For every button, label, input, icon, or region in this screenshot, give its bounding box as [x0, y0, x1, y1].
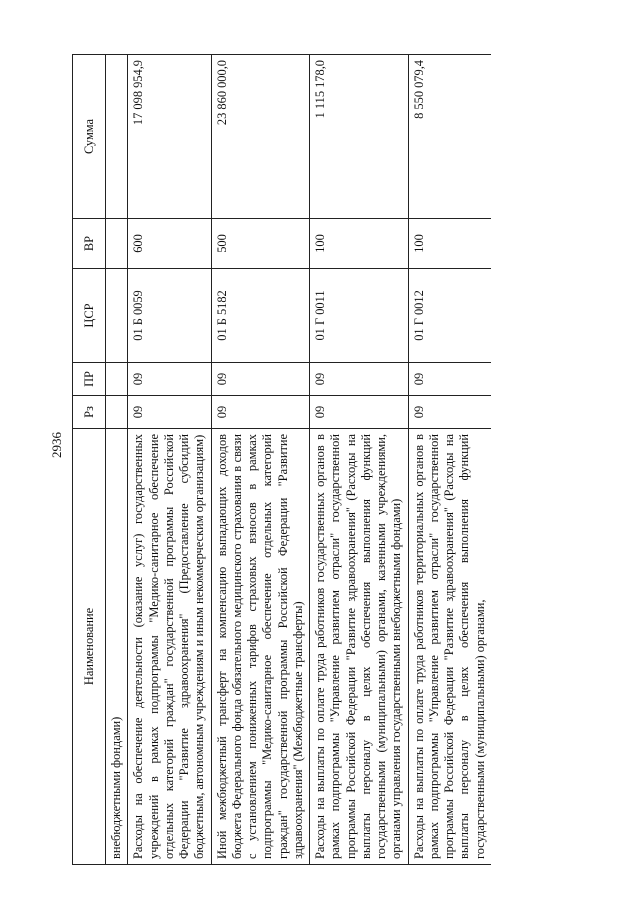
- row-vr: 500: [211, 219, 310, 269]
- row-csr: 01 Б 5182: [211, 269, 310, 363]
- row-csr: 01 Б 0059: [128, 269, 211, 363]
- header-pr: ПР: [73, 363, 106, 396]
- row-vr: 600: [128, 219, 211, 269]
- row-pr: 09: [310, 363, 409, 396]
- header-vr: ВР: [73, 219, 106, 269]
- row-name: Расходы на выплаты по оплате труда работников государственных органов в рамках подпрограммы "Управление развитием отрасли" государственной программы Российской Федерации "Развитие здравоохранения" (Расходы на выплаты персоналу в целях обеспечения выполнения функций государственными (муниципальными) органами, казенными учреждениями, органами управления государственными внебюджетными фондами): [310, 429, 409, 865]
- row-rz: [106, 396, 128, 429]
- row-pr: 09: [211, 363, 310, 396]
- row-csr: [106, 269, 128, 363]
- header-rz: Рз: [73, 396, 106, 429]
- row-name: внебюджетными фондами): [106, 429, 128, 865]
- header-name: Наименование: [73, 429, 106, 865]
- row-vr: [106, 219, 128, 269]
- budget-table: [72, 54, 491, 865]
- table-row: [211, 55, 310, 865]
- row-name: Иной межбюджетный трансферт на компенсацию выпадающих доходов бюджета Федерального фонда обязательного медицинского страхования в связи с установлением пониженных тарифов страховых взносов в рамках подпрограммы "Медико-санитарное обеспечение отдельных категорий граждан" государственной программы Российской Федерации "Развитие здравоохранения" (Межбюджетные трансферты): [211, 429, 310, 865]
- row-csr: 01 Г 0011: [310, 269, 409, 363]
- row-rz: 09: [128, 396, 211, 429]
- table-row: [310, 55, 409, 865]
- row-pr: [106, 363, 128, 396]
- table-header-row: [73, 55, 106, 865]
- header-csr: ЦСР: [73, 269, 106, 363]
- page-number: 2936: [49, 432, 64, 458]
- table-row: [408, 55, 491, 865]
- row-vr: 100: [310, 219, 409, 269]
- row-name: Расходы на обеспечение деятельности (оказание услуг) государственных учреждений в рамках подпрограммы "Медико-санитарное обеспечение отдельных категорий граждан" государственной программы Российской Федерации "Развитие здравоохранения" (Предоставление субсидий бюджетным, автономным учреждениям и иным некоммерческим организациям): [128, 429, 211, 865]
- row-sum: 8 550 079,4: [408, 55, 491, 219]
- row-rz: 09: [211, 396, 310, 429]
- row-pr: 09: [128, 363, 211, 396]
- row-csr: 01 Г 0012: [408, 269, 491, 363]
- row-rz: 09: [310, 396, 409, 429]
- row-rz: 09: [408, 396, 491, 429]
- table-row: [106, 55, 128, 865]
- row-vr: 100: [408, 219, 491, 269]
- row-sum: [106, 55, 128, 219]
- header-sum: Сумма: [73, 55, 106, 219]
- rotated-page-content: [72, 55, 617, 865]
- table-row: [128, 55, 211, 865]
- row-sum: 23 860 000,0: [211, 55, 310, 219]
- row-sum: 17 098 954,9: [128, 55, 211, 219]
- row-pr: 09: [408, 363, 491, 396]
- row-sum: 1 115 178,0: [310, 55, 409, 219]
- row-name: Расходы на выплаты по оплате труда работников территориальных органов в рамках подпрограммы "Управление развитием отрасли" государственной программы Российской Федерации "Развитие здравоохранения" (Расходы на выплаты персоналу в целях обеспечения выполнения функций государственными (муниципальными) органами,: [408, 429, 491, 865]
